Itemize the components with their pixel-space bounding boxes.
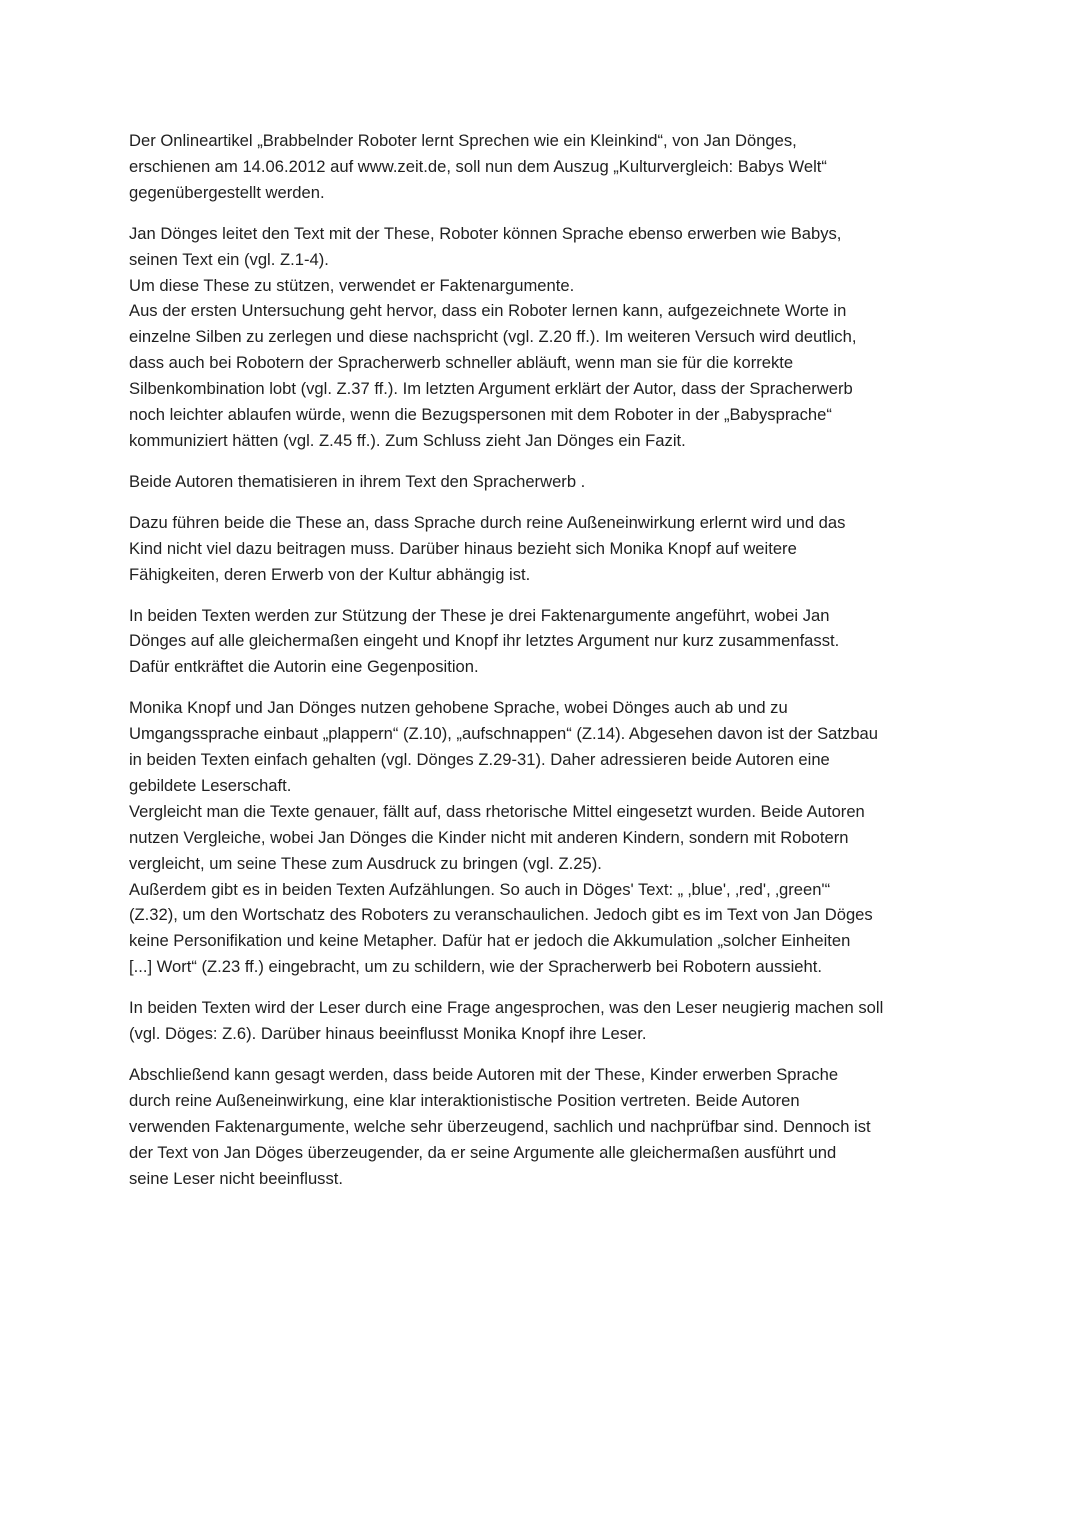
- paragraph-thesis: [129, 510, 969, 588]
- text-line: noch leichter ablaufen würde, wenn die Bezugspersonen mit dem Roboter in der „Babysprache“: [129, 405, 832, 425]
- text-line: (vgl. Döges: Z.6). Darüber hinaus beeinflusst Monika Knopf ihre Leser.: [129, 1024, 647, 1044]
- text-line: in beiden Texten einfach gehalten (vgl. Dönges Z.29-31). Daher adressieren beide Autoren eine: [129, 750, 830, 770]
- document-page: [129, 128, 969, 1207]
- text-line: (Z.32), um den Wortschatz des Roboters zu veranschaulichen. Jedoch gibt es im Text von Jan Döges: [129, 905, 873, 925]
- text-line: durch reine Außeneinwirkung, eine klar interaktionistische Position vertreten. Beide Autoren: [129, 1090, 800, 1110]
- text-line: Dazu führen beide die These an, dass Sprache durch reine Außeneinwirkung erlernt wird und das: [129, 512, 846, 532]
- text-line: Der Onlineartikel „Brabbelnder Roboter lernt Sprechen wie ein Kleinkind“, von Jan Dönges,: [129, 131, 797, 150]
- paragraph-reader-address: [129, 995, 969, 1047]
- text-line: [...] Wort“ (Z.23 ff.) eingebracht, um zu schildern, wie der Spracherwerb bei Robotern aussieht.: [129, 957, 822, 977]
- text-line: Abschließend kann gesagt werden, dass beide Autoren mit der These, Kinder erwerben Sprache: [129, 1065, 839, 1084]
- text-line: einzelne Silben zu zerlegen und diese nachspricht (vgl. Z.20 ff.). Im weiteren Versuch wird deutlich,: [129, 327, 857, 347]
- text-line: gebildete Leserschaft.: [129, 775, 292, 795]
- paragraph-conclusion: [129, 1062, 969, 1192]
- text-line: In beiden Texten werden zur Stützung der These je drei Faktenargumente angeführt, wobei Jan: [129, 605, 830, 625]
- text-line: Außerdem gibt es in beiden Texten Aufzählungen. So auch in Döges' Text: „ ‚blue', ‚red', ‚green'“: [129, 879, 831, 899]
- paragraph-summary: [129, 221, 969, 454]
- text-line: nutzen Vergleiche, wobei Jan Dönges die Kinder nicht mit anderen Kindern, sondern mit Robotern: [129, 827, 849, 847]
- text-line: seine Leser nicht beeinflusst.: [129, 1168, 344, 1188]
- text-line: dass auch bei Robotern der Spracherwerb schneller abläuft, wenn man sie für die korrekte: [129, 353, 794, 373]
- text-line: Dafür entkräftet die Autorin eine Gegenposition.: [129, 657, 479, 677]
- text-line: Umgangssprache einbaut „plappern“ (Z.10), „aufschnappen“ (Z.14). Abgesehen davon ist der Satzbau: [129, 724, 879, 744]
- text-line: keine Personifikation und keine Metapher. Dafür hat er jedoch die Akkumulation „solcher Einheiten: [129, 931, 851, 951]
- text-line: verwenden Faktenargumente, welche sehr überzeugend, sachlich und nachprüfbar sind. Dennoch ist: [129, 1116, 871, 1136]
- text-line: vergleicht, um seine These zum Ausdruck zu bringen (vgl. Z.25).: [129, 853, 602, 873]
- paragraph-language: [129, 695, 969, 980]
- text-line: der Text von Jan Döges überzeugender, da er seine Argumente alle gleichermaßen ausführt und: [129, 1142, 837, 1162]
- paragraph-arguments: [129, 603, 969, 681]
- text-line: Dönges auf alle gleichermaßen eingeht und Knopf ihr letztes Argument nur kurz zusammenfasst.: [129, 631, 840, 651]
- text-line: erschienen am 14.06.2012 auf www.zeit.de, soll nun dem Auszug „Kulturvergleich: Babys Welt“: [129, 156, 827, 176]
- text-line: Beide Autoren thematisieren in ihrem Text den Spracherwerb .: [129, 471, 586, 491]
- text-line: Kind nicht viel dazu beitragen muss. Darüber hinaus bezieht sich Monika Knopf auf weitere: [129, 538, 797, 558]
- text-line: Aus der ersten Untersuchung geht hervor, dass ein Roboter lernen kann, aufgezeichnete Worte in: [129, 301, 847, 321]
- text-line: seinen Text ein (vgl. Z.1-4).: [129, 249, 329, 269]
- paragraph-topic: [129, 469, 969, 495]
- text-line: Silbenkombination lobt (vgl. Z.37 ff.). Im letzten Argument erklärt der Autor, dass der Spracherwerb: [129, 379, 853, 399]
- text-line: Um diese These zu stützen, verwendet er Faktenargumente.: [129, 275, 575, 295]
- text-line: gegenübergestellt werden.: [129, 182, 325, 202]
- text-line: Vergleicht man die Texte genauer, fällt auf, dass rhetorische Mittel eingesetzt wurden. Beide Autoren: [129, 801, 865, 821]
- text-line: Monika Knopf und Jan Dönges nutzen gehobene Sprache, wobei Dönges auch ab und zu: [129, 698, 788, 718]
- text-line: kommuniziert hätten (vgl. Z.45 ff.). Zum Schluss zieht Jan Dönges ein Fazit.: [129, 430, 686, 450]
- text-line: Fähigkeiten, deren Erwerb von der Kultur abhängig ist.: [129, 564, 531, 584]
- text-line: In beiden Texten wird der Leser durch eine Frage angesprochen, was den Leser neugierig machen soll: [129, 998, 884, 1018]
- text-line: Jan Dönges leitet den Text mit der These, Roboter können Sprache ebenso erwerben wie Babys,: [129, 223, 842, 243]
- paragraph-introduction: [129, 128, 969, 206]
